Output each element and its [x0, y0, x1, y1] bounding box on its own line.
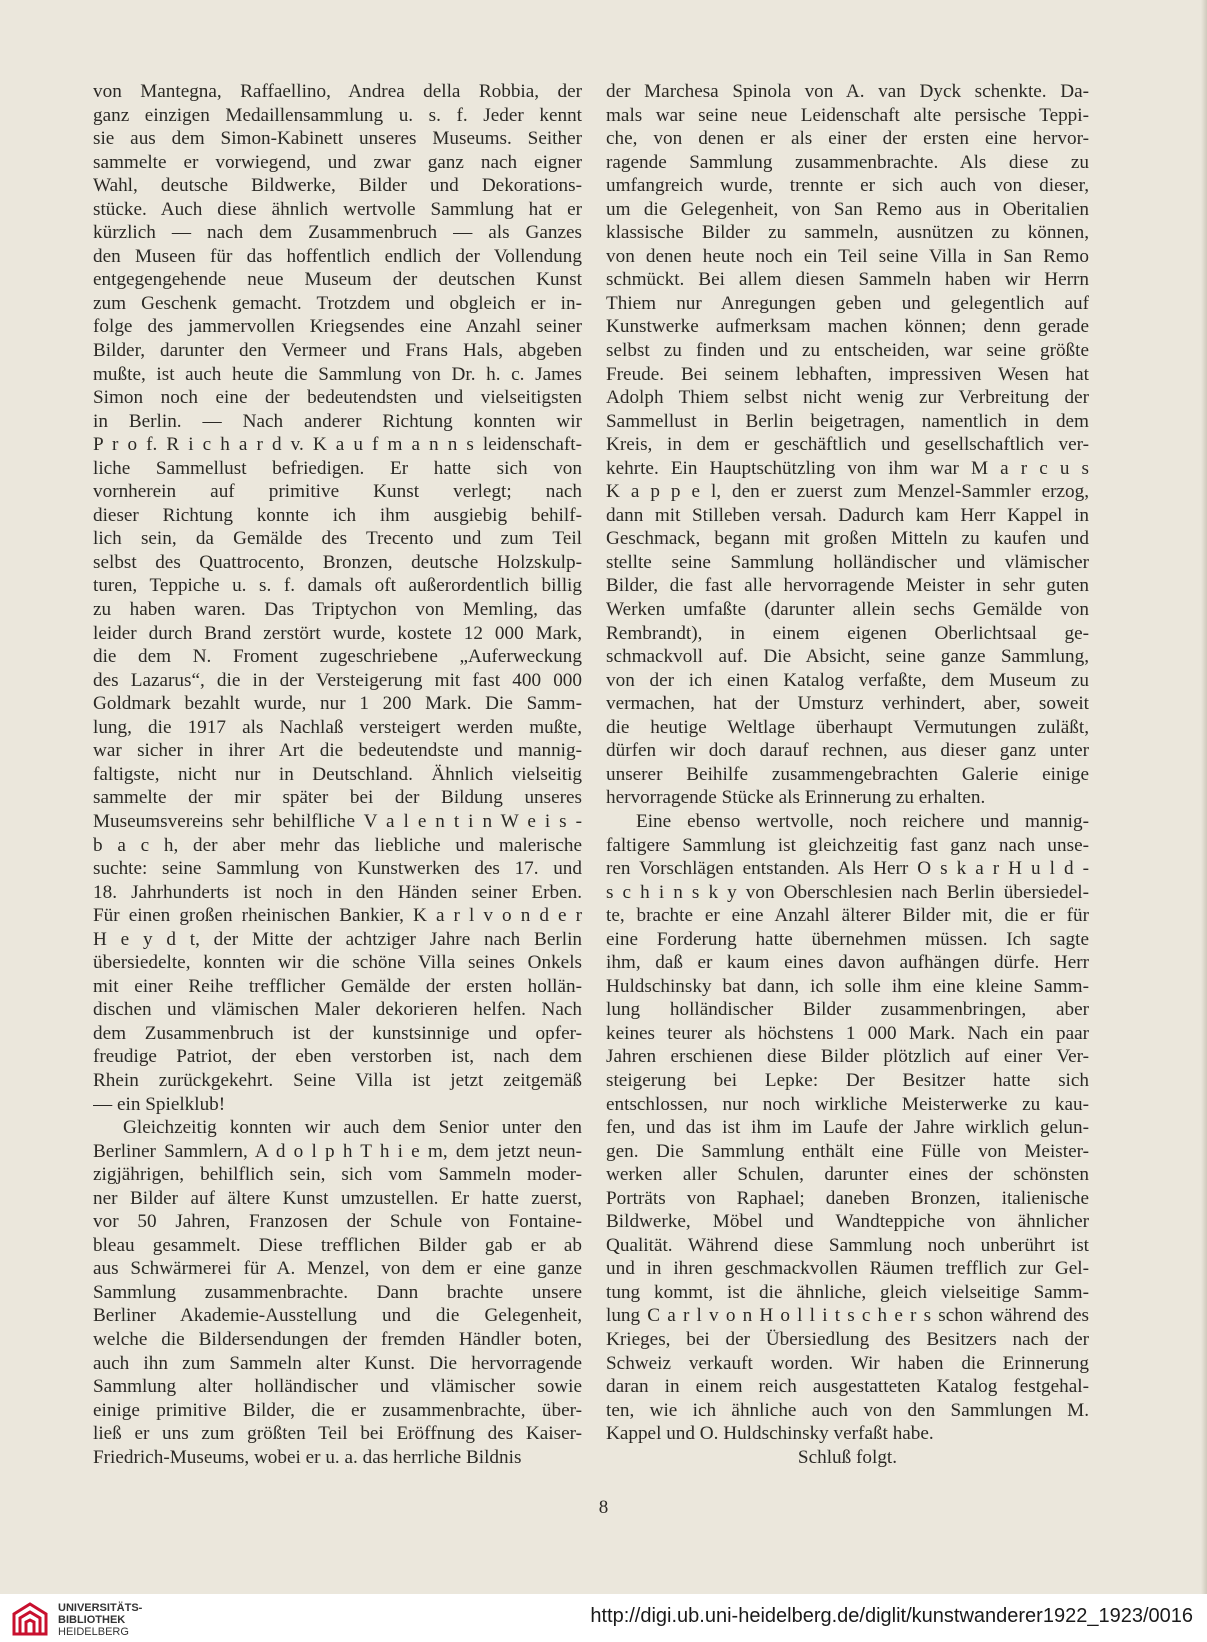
text-line: dürfen wir doch darauf rechnen, aus dieser ganz unter — [606, 740, 1089, 762]
text-line: des Lazarus“, die in der Versteigerung mit fast 400 000 — [93, 669, 582, 691]
page-edge-shadow — [1201, 0, 1207, 1594]
text-line: vor 50 Jahren, Franzosen der Schule von Fontaine- — [93, 1211, 582, 1233]
text-line: faltigste, nicht nur in Deutschland. Ähnlich vielseitig — [93, 763, 582, 785]
text-line: Sammlung zusammenbrachte. Dann brachte unsere — [93, 1281, 582, 1303]
text-line: bleau gesammelt. Diese trefflichen Bilder gab er ab — [93, 1234, 582, 1256]
text-line: von denen heute noch ein Teil seine Villa in San Remo — [606, 245, 1089, 267]
text-line: dem Zusammenbruch ist der kunstsinnige und opfer- — [93, 1022, 582, 1044]
text-line: Qualität. Während diese Sammlung noch unberührt ist — [606, 1234, 1089, 1256]
text-line: lich sein, da Gemälde des Trecento und zum Teil — [93, 528, 582, 550]
library-name-line-2: BIBLIOTHEK — [58, 1614, 126, 1626]
text-line: stücke. Auch diese ähnlich wertvolle Sammlung hat er — [93, 198, 582, 220]
text-line: lung C a r l v o n H o l l i t s c h e r s schon während des — [606, 1305, 1089, 1327]
text-line: zigjährigen, behilflich sein, sich vom Sammeln moder- — [93, 1164, 582, 1186]
text-line: umfangreich wurde, trennte er sich auch von dieser, — [606, 175, 1089, 197]
text-line: P r o f. R i c h a r d v. K a u f m a n n s leidenschaft- — [93, 434, 582, 456]
text-line: turen, Teppiche u. s. f. damals oft außerordentlich billig — [93, 575, 582, 597]
text-line: Wahl, deutsche Bildwerke, Bilder und Dekorations- — [93, 175, 582, 197]
text-line: lung, die 1917 als Nachlaß versteigert werden mußte, — [93, 716, 582, 738]
text-line: ragende Sammlung zusammenbrachte. Als diese zu — [606, 151, 1089, 173]
text-line: leider durch Brand zerstört wurde, kostete 12 000 Mark, — [93, 622, 582, 644]
text-line: Kreis, in dem er geschäftlich und gesellschaftlich ver- — [606, 434, 1089, 456]
text-line: Berliner Sammlern, A d o l p h T h i e m, dem jetzt neun- — [93, 1140, 582, 1162]
text-line: Thiem nur Anregungen geben und gelegentlich auf — [606, 292, 1089, 314]
text-line: unserer Beihilfe zusammengebrachten Galerie einige — [606, 763, 1089, 785]
text-line: — ein Spielklub! — [93, 1093, 226, 1115]
text-line: Freude. Bei seinem lebhaften, impressiven Wesen hat — [606, 363, 1089, 385]
text-line: Sammellust in Berlin beigetragen, namentlich in dem — [606, 410, 1089, 432]
text-line: die dem N. Froment zugeschriebene „Auferweckung — [93, 646, 582, 668]
text-line: Kunstwerke aufmerksam machen können; denn gerade — [606, 316, 1089, 338]
text-line: sammelte der mir später bei der Bildung unseres — [93, 787, 582, 809]
text-line: ren Vorschlägen entstanden. Als Herr O s k a r H u l d - — [606, 858, 1089, 880]
left-text-column — [93, 80, 582, 1469]
library-name — [58, 1602, 142, 1638]
text-line: ihm, daß er kaum eines davon aufhängen dürfe. Herr — [606, 952, 1089, 974]
text-line: Kappel und O. Huldschinsky verfaßt habe. — [606, 1423, 934, 1445]
text-line: einige primitive Bilder, die er zusammenbrachte, über- — [93, 1399, 582, 1421]
text-line: Berliner Akademie-Ausstellung und die Gelegenheit, — [93, 1305, 582, 1327]
text-line: liche Sammellust befriedigen. Er hatte sich von — [93, 457, 582, 479]
text-line: ner Bilder auf ältere Kunst umzustellen. Er hatte zuerst, — [93, 1187, 582, 1209]
text-line: sie aus dem Simon-Kabinett unseres Museums. Seither — [93, 128, 582, 150]
text-line: die heutige Weltlage überhaupt Vermutungen zuläßt, — [606, 716, 1089, 738]
text-line: werken aller Schulen, darunter eines der schönsten — [606, 1164, 1089, 1186]
text-line: ganz einzigen Medaillensammlung u. s. f. Jeder kennt — [93, 104, 582, 126]
page-number: 8 — [598, 1497, 609, 1518]
text-line: steigerung bei Lepke: Der Besitzer hatte sich — [606, 1069, 1089, 1091]
text-line: aus Schwärmerei für A. Menzel, von dem er eine ganze — [93, 1258, 582, 1280]
text-line: Werken umfaßte (darunter allein sechs Gemälde von — [606, 599, 1089, 621]
text-line: stellte seine Sammlung holländischer und vlämischer — [606, 551, 1089, 573]
text-line: tung kommt, ist die ähnliche, gleich vielseitige Samm- — [606, 1281, 1089, 1303]
text-line: Für einen großen rheinischen Bankier, K a r l v o n d e r — [93, 905, 582, 927]
text-line: b a c h, der aber mehr das liebliche und malerische — [93, 834, 582, 856]
text-line: suchte: seine Sammlung von Kunstwerken des 17. und — [93, 858, 582, 880]
text-line: kürzlich — nach dem Zusammenbruch — als Ganzes — [93, 222, 582, 244]
text-line: Bilder, die fast alle hervorragende Meister in sehr guten — [606, 575, 1089, 597]
text-line: te, brachte er eine Anzahl älterer Bilder mit, die er für — [606, 905, 1089, 927]
text-line: der Marchesa Spinola von A. van Dyck schenkte. Da- — [606, 81, 1089, 102]
text-line: den Museen für das hoffentlich endlich der Vollendung — [93, 245, 582, 267]
text-line: vermachen, hat der Umsturz verhindert, aber, soweit — [606, 693, 1089, 715]
text-line: entschlossen, nur noch wirkliche Meisterwerke zu kau- — [606, 1093, 1089, 1115]
text-line: che, von denen er als einer der ersten eine hervor- — [606, 128, 1089, 150]
text-line: Sammlung alter holländischer und vlämischer sowie — [93, 1376, 582, 1398]
text-line: selbst zu finden und zu entscheiden, war seine größte — [606, 340, 1089, 362]
text-line: ließ er uns zum größten Teil bei Eröffnung des Kaiser- — [93, 1423, 582, 1445]
text-line: um die Gelegenheit, von San Remo aus in Oberitalien — [606, 198, 1089, 220]
text-line: Schluß folgt. — [797, 1446, 898, 1468]
text-line: Simon noch eine der bedeutendsten und vielseitigsten — [93, 387, 582, 409]
text-line: sammelte er vorwiegend, und zwar ganz nach eigner — [93, 151, 582, 173]
text-line: H e y d t, der Mitte der achtziger Jahre nach Berlin — [93, 928, 582, 950]
text-line: ten, wie ich ähnliche auch von den Sammlungen M. — [606, 1399, 1089, 1421]
text-line: Eine ebenso wertvolle, noch reichere und mannig- — [636, 810, 1089, 832]
text-line: dieser Richtung konnte ich ihm ausgiebig behilf- — [93, 504, 582, 526]
text-line: zum Geschenk gemacht. Trotzdem und obgleich er in- — [93, 292, 582, 314]
text-line: selbst des Quattrocento, Bronzen, deutsche Holzskulp- — [93, 551, 582, 573]
text-line: war sicher in ihrer Art die bedeutendste und mannig- — [93, 740, 582, 762]
text-line: schmückt. Bei allem diesen Sammeln haben wir Herrn — [606, 269, 1089, 291]
text-line: Friedrich-Museums, wobei er u. a. das herrliche Bildnis — [93, 1446, 522, 1468]
text-line: 18. Jahrhunderts ist noch in den Händen seiner Erben. — [93, 881, 582, 903]
text-line: klassische Bilder zu sammeln, ausnützen zu können, — [606, 222, 1089, 244]
source-url-link[interactable]: http://digi.ub.uni-heidelberg.de/diglit/kunstwanderer1922_1923/0016 — [590, 1605, 1193, 1627]
right-text-column — [606, 80, 1089, 1469]
text-line: kehrte. Ein Hauptschützling von ihm war M a r c u s — [606, 457, 1089, 479]
text-line: K a p p e l, den er zuerst zum Menzel-Sammler erzog, — [606, 481, 1089, 503]
text-line: auch ihn zum Sammeln alter Kunst. Die hervorragende — [93, 1352, 582, 1374]
text-line: Geschmack, begann mit großen Mitteln zu kaufen und — [606, 528, 1089, 550]
text-line: Porträts von Raphael; daneben Bronzen, italienische — [606, 1187, 1089, 1209]
text-line: Schweiz verkauft worden. Wir haben die Erinnerung — [606, 1352, 1089, 1374]
text-line: Huldschinsky bat dann, ich solle ihm eine kleine Samm- — [606, 975, 1089, 997]
text-line: hervorragende Stücke als Erinnerung zu erhalten. — [606, 787, 986, 809]
library-logo-icon — [10, 1600, 50, 1638]
text-line: Gleichzeitig konnten wir auch dem Senior unter den — [123, 1117, 582, 1139]
text-line: welche die Bildersendungen der fremden Händler boten, — [93, 1328, 582, 1350]
text-line: freudige Patriot, der eben verstorben ist, nach dem — [93, 1046, 582, 1068]
text-line: in Berlin. — Nach anderer Richtung konnten wir — [93, 410, 582, 432]
text-line: Krieges, bei der Übersiedlung des Besitzers nach der — [606, 1328, 1089, 1350]
text-line: Rhein zurückgekehrt. Seine Villa ist jetzt zeitgemäß — [93, 1069, 582, 1091]
text-line: fen, und das ist ihm im Laufe der Jahre wirklich gelun- — [606, 1117, 1089, 1139]
text-line: lung holländischer Bilder zusammenbringen, aber — [606, 999, 1089, 1021]
text-line: eine Forderung hatte übernehmen müssen. Ich sagte — [606, 928, 1089, 950]
text-line: schmackvoll auf. Die Absicht, seine ganze Sammlung, — [606, 646, 1089, 668]
text-line: von Mantegna, Raffaellino, Andrea della Robbia, der — [93, 81, 582, 102]
text-line: s c h i n s k y von Oberschlesien nach Berlin übersiedel- — [606, 881, 1089, 903]
text-line: mußte, ist auch heute die Sammlung von Dr. h. c. James — [93, 363, 582, 385]
text-line: dischen und vlämischen Maler dekorieren helfen. Nach — [93, 999, 582, 1021]
library-name-line-1: UNIVERSITÄTS- — [58, 1602, 143, 1614]
text-line: und in ihren geschmackvollen Räumen trefflich zur Gel- — [606, 1258, 1089, 1280]
text-line: Rembrandt), in einem eigenen Oberlichtsaal ge- — [606, 622, 1089, 644]
text-line: Adolph Thiem selbst nicht wenig zur Verbreitung der — [606, 387, 1089, 409]
text-line: mit einer Reihe trefflicher Gemälde der ersten hollän- — [93, 975, 582, 997]
text-line: folge des jammervollen Kriegsendes eine Anzahl seiner — [93, 316, 582, 338]
text-line: mals war seine neue Leidenschaft alte persische Teppi- — [606, 104, 1089, 126]
text-line: faltigere Sammlung ist gleichzeitig fast ganz nach unse- — [606, 834, 1089, 856]
text-line: dann mit Stilleben versah. Dadurch kam Herr Kappel in — [606, 504, 1089, 526]
text-line: von der ich einen Katalog verfaßte, dem Museum zu — [606, 669, 1089, 691]
text-line: Goldmark bezahlt wurde, nur 1 200 Mark. Die Samm- — [93, 693, 582, 715]
text-line: übersiedelte, konnten wir die schöne Villa seines Onkels — [93, 952, 582, 974]
text-line: keines teurer als höchstens 1 000 Mark. Nach ein paar — [606, 1022, 1089, 1044]
text-line: Jahren erschienen diese Bilder plötzlich auf einer Ver- — [606, 1046, 1089, 1068]
text-line: gen. Die Sammlung enthält eine Fülle von Meister- — [606, 1140, 1089, 1162]
text-line: Bilder, darunter den Vermeer und Frans Hals, abgeben — [93, 340, 582, 362]
text-line: Museumsvereins sehr behilfliche V a l e n t i n W e i s - — [93, 810, 582, 832]
text-line: Bildwerke, Möbel und Wandteppiche von ähnlicher — [606, 1211, 1089, 1233]
text-line: zu haben waren. Das Triptychon von Memling, das — [93, 599, 582, 621]
text-line: entgegengehende neue Museum der deutschen Kunst — [93, 269, 582, 291]
text-line: vornherein auf primitive Kunst verlegt; nach — [93, 481, 582, 503]
library-name-line-3: HEIDELBERG — [58, 1626, 129, 1638]
text-line: daran in einem reich ausgestatteten Katalog festgehal- — [606, 1376, 1089, 1398]
